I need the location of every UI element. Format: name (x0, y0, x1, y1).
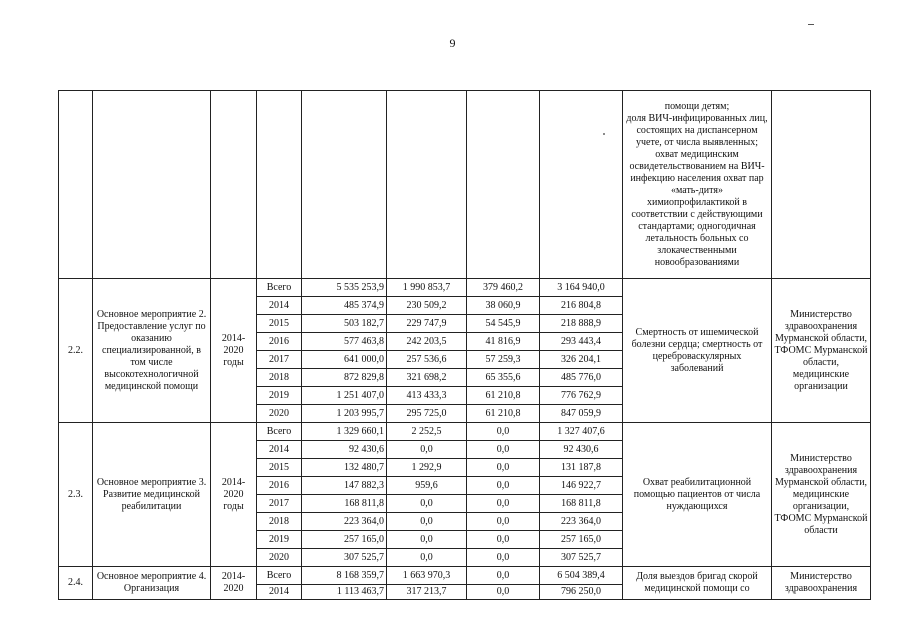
source1-amount-cell: 0,0 (387, 513, 467, 531)
source1-amount-cell: 1 990 853,7 (387, 279, 467, 297)
source1-amount-cell: 0,0 (387, 549, 467, 567)
total-amount-cell: 1 329 660,1 (302, 423, 387, 441)
source3-amount-cell: 216 804,8 (540, 297, 623, 315)
intro-row (59, 91, 871, 279)
source2-amount-cell: 61 210,8 (467, 405, 540, 423)
total-amount-cell: 503 182,7 (302, 315, 387, 333)
measure-name-cell: Основное мероприятие 3. Развитие медицинской реабилитации (93, 423, 211, 567)
source2-amount-cell: 0,0 (467, 567, 540, 585)
total-amount-cell: 132 480,7 (302, 459, 387, 477)
source2-amount-cell: 0,0 (467, 531, 540, 549)
source3-amount-cell: 307 525,7 (540, 549, 623, 567)
source3-amount-cell: 168 811,8 (540, 495, 623, 513)
source1-amount-cell: 257 536,6 (387, 351, 467, 369)
source1-amount-cell: 1 292,9 (387, 459, 467, 477)
source1-amount-cell: 0,0 (387, 495, 467, 513)
total-amount-cell: 257 165,0 (302, 531, 387, 549)
source1-amount-cell: 959,6 (387, 477, 467, 495)
source2-amount-cell: 0,0 (467, 423, 540, 441)
source3-amount-cell: 218 888,9 (540, 315, 623, 333)
year-cell: 2016 (257, 477, 302, 495)
measure-indicator-cell: Смертность от ишемической болезни сердца; смертность от цереброваскулярных заболеваний (623, 279, 772, 423)
source3-amount-cell: 131 187,8 (540, 459, 623, 477)
measure-period-cell: 2014- 2020 годы (211, 423, 257, 567)
measure-name-cell: Основное мероприятие 2. Предоставление услуг по оказанию специализированной, в том числе высокотехнологичной медицинской помощи (93, 279, 211, 423)
source3-amount-cell: 326 204,1 (540, 351, 623, 369)
source3-amount-cell: 3 164 940,0 (540, 279, 623, 297)
source3-amount-cell: 257 165,0 (540, 531, 623, 549)
source2-amount-cell: 379 460,2 (467, 279, 540, 297)
source1-amount-cell: 317 213,7 (387, 585, 467, 600)
source1-amount-cell: 0,0 (387, 531, 467, 549)
year-cell: 2017 (257, 495, 302, 513)
source3-amount-cell: 293 443,4 (540, 333, 623, 351)
total-amount-cell: 223 364,0 (302, 513, 387, 531)
measure-executor-cell: Министерство здравоохранения Мурманской области, медицинские организации, ТФОМС Мурманской области (772, 423, 871, 567)
year-cell: Всего (257, 279, 302, 297)
source1-amount-cell: 230 509,2 (387, 297, 467, 315)
source2-amount-cell: 61 210,8 (467, 387, 540, 405)
total-amount-cell: 1 113 463,7 (302, 585, 387, 600)
total-amount-cell: 92 430,6 (302, 441, 387, 459)
year-cell: 2020 (257, 549, 302, 567)
source2-amount-cell: 0,0 (467, 477, 540, 495)
source2-amount-cell: 0,0 (467, 459, 540, 477)
year-cell: 2014 (257, 441, 302, 459)
source3-amount-cell: 6 504 389,4 (540, 567, 623, 585)
total-amount-cell: 872 829,8 (302, 369, 387, 387)
measure-executor-cell: Министерство здравоохранения (772, 567, 871, 600)
measure-name-cell: Основное мероприятие 4. Организация (93, 567, 211, 600)
source2-amount-cell: 0,0 (467, 495, 540, 513)
year-cell: 2016 (257, 333, 302, 351)
program-table (58, 90, 871, 600)
year-cell: 2018 (257, 369, 302, 387)
year-cell: 2019 (257, 531, 302, 549)
year-cell: 2018 (257, 513, 302, 531)
total-amount-cell: 641 000,0 (302, 351, 387, 369)
measure-executor-cell: Министерство здравоохранения Мурманской области, ТФОМС Мурманской области, медицинские организации (772, 279, 871, 423)
source1-amount-cell: 229 747,9 (387, 315, 467, 333)
measure-period-cell: 2014- 2020 (211, 567, 257, 600)
source1-amount-cell: 0,0 (387, 441, 467, 459)
year-cell: 2014 (257, 585, 302, 600)
source3-amount-cell: 146 922,7 (540, 477, 623, 495)
year-cell: 2019 (257, 387, 302, 405)
total-amount-cell: 1 203 995,7 (302, 405, 387, 423)
source3-amount-cell: 796 250,0 (540, 585, 623, 600)
source3-amount-cell: 847 059,9 (540, 405, 623, 423)
source1-amount-cell: 1 663 970,3 (387, 567, 467, 585)
source2-amount-cell: 41 816,9 (467, 333, 540, 351)
year-cell: 2020 (257, 405, 302, 423)
measure-number-cell: 2.4. (59, 567, 93, 600)
year-cell: 2015 (257, 459, 302, 477)
year-cell: Всего (257, 567, 302, 585)
source3-amount-cell: 1 327 407,6 (540, 423, 623, 441)
total-amount-cell: 1 251 407,0 (302, 387, 387, 405)
measure-indicator-cell: Доля выездов бригад скорой медицинской помощи со (623, 567, 772, 600)
table-row (59, 279, 871, 297)
measure-indicator-cell: Охват реабилитационной помощью пациентов от числа нуждающихся (623, 423, 772, 567)
page-number: 9 (449, 36, 456, 50)
intro-indicator-cell: помощи детям; доля ВИЧ-инфицированных лиц, состоящих на диспансерном учете, от числа выявленных; охват медицинским освидетельствованием на ВИЧ-инфекцию населения охват пар «мать-дитя» химиопрофилактикой в соответствии с действующими стандартами; одногодичная летальность больных со злокачественными новообразованиями (623, 91, 772, 279)
scan-dash-mark (808, 24, 814, 25)
source2-amount-cell: 38 060,9 (467, 297, 540, 315)
source3-amount-cell: 223 364,0 (540, 513, 623, 531)
source3-amount-cell: 92 430,6 (540, 441, 623, 459)
source1-amount-cell: 295 725,0 (387, 405, 467, 423)
year-cell: 2015 (257, 315, 302, 333)
source2-amount-cell: 0,0 (467, 513, 540, 531)
year-cell: 2014 (257, 297, 302, 315)
total-amount-cell: 5 535 253,9 (302, 279, 387, 297)
source2-amount-cell: 54 545,9 (467, 315, 540, 333)
source3-amount-cell: 485 776,0 (540, 369, 623, 387)
source1-amount-cell: 242 203,5 (387, 333, 467, 351)
total-amount-cell: 8 168 359,7 (302, 567, 387, 585)
source2-amount-cell: 57 259,3 (467, 351, 540, 369)
table-row (59, 423, 871, 441)
year-cell: 2017 (257, 351, 302, 369)
source2-amount-cell: 65 355,6 (467, 369, 540, 387)
source2-amount-cell: 0,0 (467, 441, 540, 459)
source1-amount-cell: 2 252,5 (387, 423, 467, 441)
source2-amount-cell: 0,0 (467, 549, 540, 567)
total-amount-cell: 577 463,8 (302, 333, 387, 351)
total-amount-cell: 307 525,7 (302, 549, 387, 567)
measure-period-cell: 2014- 2020 годы (211, 279, 257, 423)
source1-amount-cell: 413 433,3 (387, 387, 467, 405)
year-cell: Всего (257, 423, 302, 441)
total-amount-cell: 168 811,8 (302, 495, 387, 513)
total-amount-cell: 485 374,9 (302, 297, 387, 315)
measure-number-cell: 2.3. (59, 423, 93, 567)
total-amount-cell: 147 882,3 (302, 477, 387, 495)
source2-amount-cell: 0,0 (467, 585, 540, 600)
source1-amount-cell: 321 698,2 (387, 369, 467, 387)
table-row (59, 567, 871, 585)
measure-number-cell: 2.2. (59, 279, 93, 423)
source3-amount-cell: 776 762,9 (540, 387, 623, 405)
